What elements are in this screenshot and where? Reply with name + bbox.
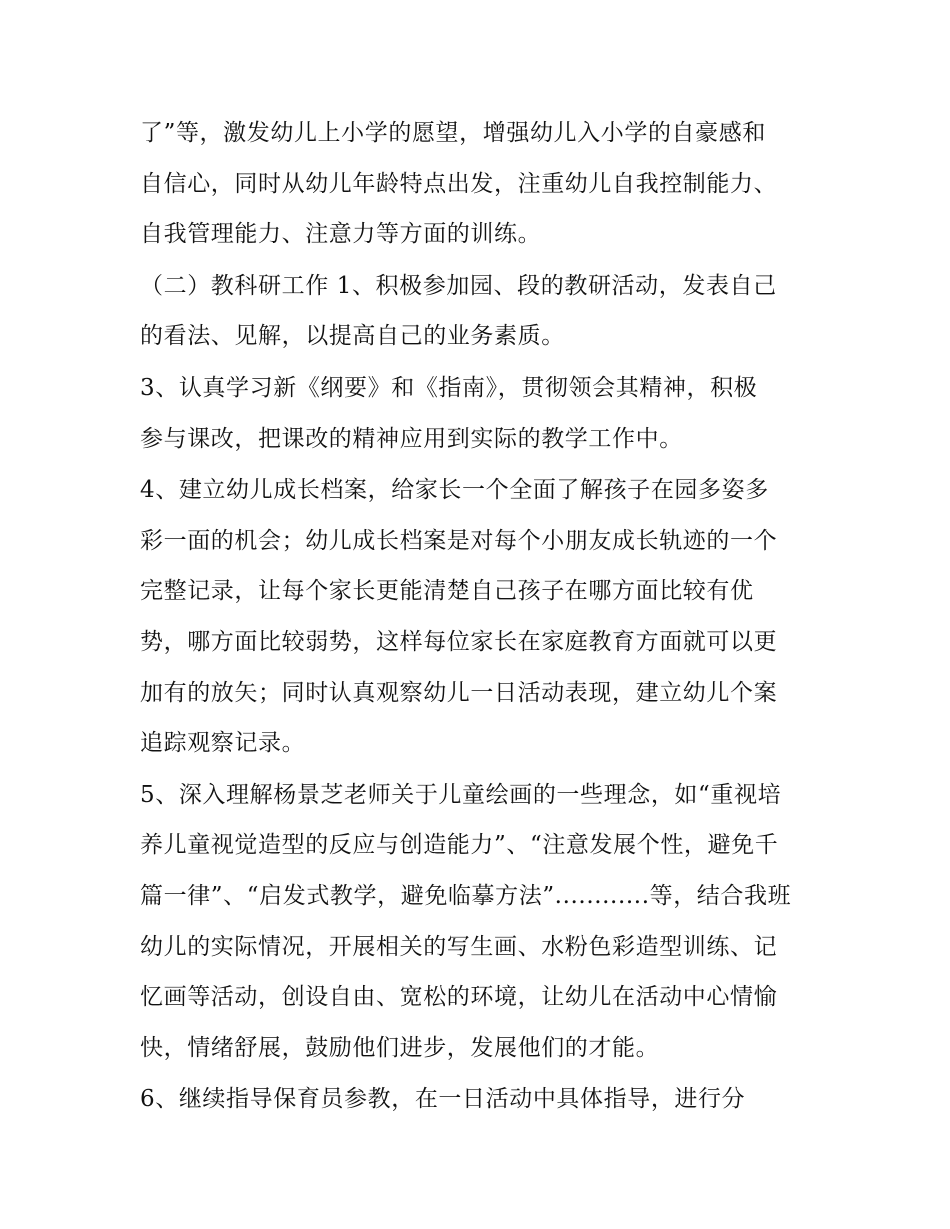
text-line: 幼儿的实际情况，开展相关的写生画、水粉色彩造型训练、记 bbox=[140, 933, 778, 960]
text-line: 4、建立幼儿成长档案，给家长一个全面了解孩子在园多姿多 bbox=[140, 477, 769, 504]
text-line: 追踪观察记录。 bbox=[140, 730, 306, 757]
text-line: 自我管理能力、注意力等方面的训练。 bbox=[140, 221, 542, 248]
text-line: 彩一面的机会；幼儿成长档案是对每个小朋友成长轨迹的一个 bbox=[140, 527, 778, 554]
text-line: （二）教科研工作 1、积极参加园、段的教研活动，发表自己 bbox=[140, 272, 777, 299]
text-line: 3、认真学习新《纲要》和《指南》，贯彻领会其精神，积极 bbox=[140, 374, 758, 401]
text-line: 势，哪方面比较弱势，这样每位家长在家庭教育方面就可以更 bbox=[140, 628, 778, 655]
text-line: 完整记录，让每个家长更能清楚自己孩子在哪方面比较有优 bbox=[140, 578, 754, 605]
paragraph-research-work bbox=[140, 261, 820, 362]
paragraph-item-4 bbox=[140, 465, 820, 769]
text-line: 了”等，激发幼儿上小学的愿望，增强幼儿入小学的自豪感和 bbox=[140, 120, 766, 146]
paragraph-item-3 bbox=[140, 363, 820, 464]
text-line: 忆画等活动，创设自由、宽松的环境，让幼儿在活动中心情愉 bbox=[140, 984, 778, 1011]
text-line: 快，情绪舒展，鼓励他们进步，发展他们的才能。 bbox=[140, 1034, 660, 1061]
text-line: 加有的放矢；同时认真观察幼儿一日活动表现，建立幼儿个案 bbox=[140, 679, 778, 706]
text-line: 的看法、见解，以提高自己的业务素质。 bbox=[140, 323, 565, 350]
text-line: 养儿童视觉造型的反应与创造能力”、“注意发展个性，避免千 bbox=[140, 832, 779, 859]
paragraph-school-readiness bbox=[140, 108, 820, 260]
text-line: 自信心，同时从幼儿年龄特点出发，注重幼儿自我控制能力、 bbox=[140, 170, 778, 197]
text-line: 6、继续指导保育员参教，在一日活动中具体指导，进行分 bbox=[140, 1086, 746, 1113]
paragraph-item-6 bbox=[140, 1074, 820, 1125]
text-line: 参与课改，把课改的精神应用到实际的教学工作中。 bbox=[140, 425, 683, 452]
document-body bbox=[140, 108, 820, 1126]
text-line: 篇一律”、“启发式教学，避免临摹方法”............等，结合我班 bbox=[140, 882, 792, 909]
text-line: 5、深入理解杨景芝老师关于儿童绘画的一些理念，如“重视培 bbox=[140, 781, 782, 808]
paragraph-item-5 bbox=[140, 770, 820, 1074]
